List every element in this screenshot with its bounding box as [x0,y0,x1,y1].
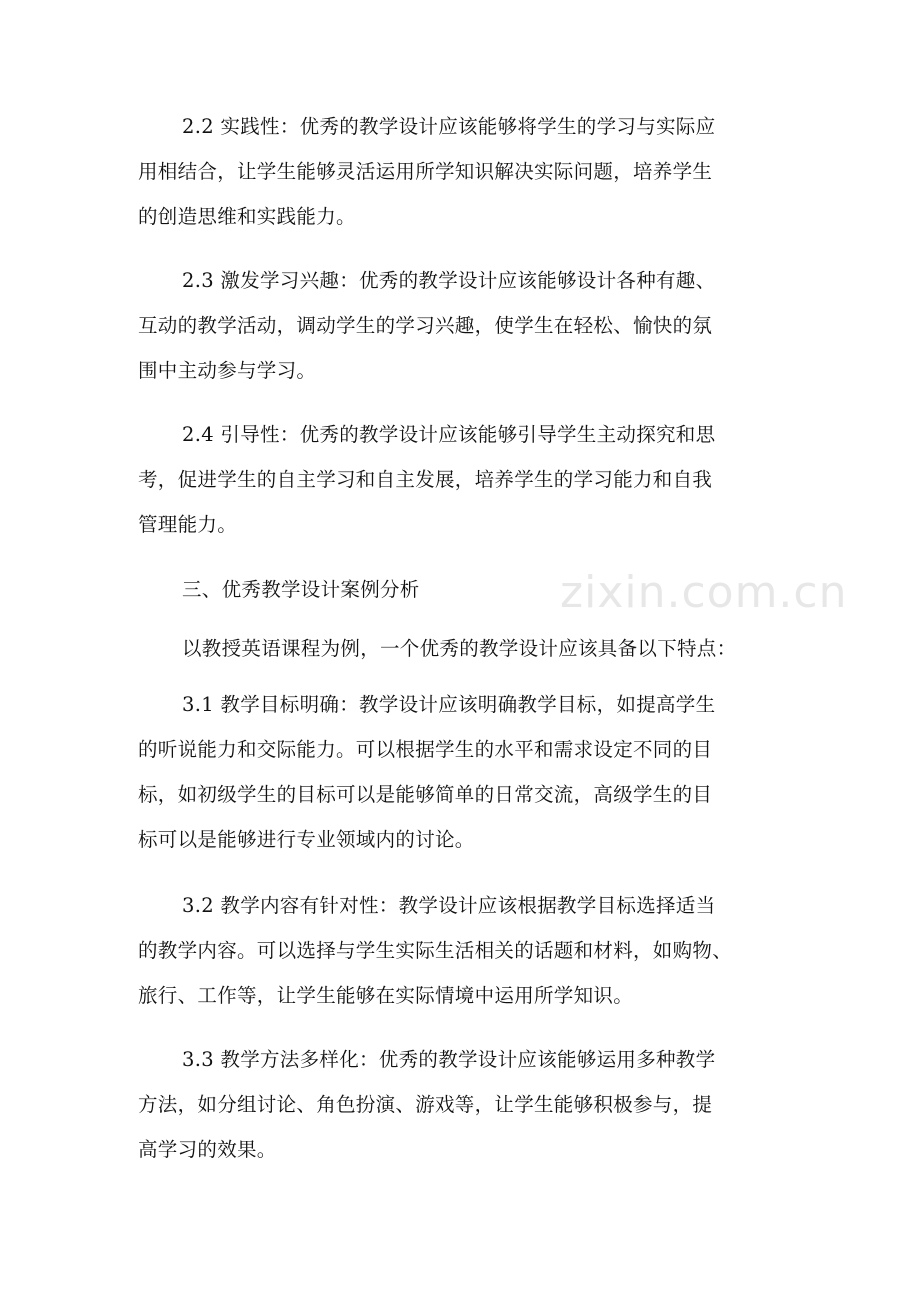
paragraph-line: 的创造思维和实践能力。 [138,205,356,228]
paragraph-line: 互动的教学活动，调动学生的学习兴趣，使学生在轻松、愉快的氛 [138,314,713,337]
paragraph-line: 3.3 教学方法多样化：优秀的教学设计应该能够运用多种教学 [182,1048,716,1071]
paragraph-line: 2.4 引导性：优秀的教学设计应该能够引导学生主动探究和思 [182,423,716,446]
paragraph-3-2 [138,883,788,1018]
paragraph-line: 2.3 激发学习兴趣：优秀的教学设计应该能够设计各种有趣、 [182,269,716,292]
paragraph-2-3 [138,258,788,393]
paragraph-line: 2.2 实践性：优秀的教学设计应该能够将学生的学习与实际应 [182,115,716,138]
paragraph-line: 用相结合，让学生能够灵活运用所学知识解决实际问题，培养学生 [138,160,713,183]
paragraph-line: 的听说能力和交际能力。可以根据学生的水平和需求设定不同的目 [138,738,713,761]
paragraph-line: 标可以是能够进行专业领域内的讨论。 [138,828,475,851]
paragraph-line: 管理能力。 [138,513,238,536]
paragraph-line: 高学习的效果。 [138,1138,277,1161]
paragraph-line: 方法，如分组讨论、角色扮演、游戏等，让学生能够积极参与，提 [138,1093,713,1116]
paragraph-line: 3.1 教学目标明确：教学设计应该明确教学目标，如提高学生 [182,693,716,716]
paragraph-line: 3.2 教学内容有针对性：教学设计应该根据教学目标选择适当 [182,894,716,917]
paragraph-2-2 [138,104,788,239]
paragraph-3-1 [138,682,788,862]
paragraph-line: 考，促进学生的自主学习和自主发展，培养学生的学习能力和自我 [138,468,713,491]
paragraph-intro [138,626,788,671]
paragraph-line: 以教授英语课程为例，一个优秀的教学设计应该具备以下特点： [182,637,737,660]
paragraph-line: 的教学内容。可以选择与学生实际生活相关的话题和材料，如购物、 [138,939,733,962]
paragraph-2-4 [138,412,788,547]
paragraph-line: 围中主动参与学习。 [138,359,317,382]
section-heading: 三、优秀教学设计案例分析 [182,578,420,601]
watermark: zixin.com.cn [560,567,848,618]
section-heading-3 [138,567,788,612]
paragraph-line: 旅行、工作等，让学生能够在实际情境中运用所学知识。 [138,984,634,1007]
paragraph-line: 标，如初级学生的目标可以是能够简单的日常交流，高级学生的目 [138,783,713,806]
paragraph-3-3 [138,1037,788,1172]
